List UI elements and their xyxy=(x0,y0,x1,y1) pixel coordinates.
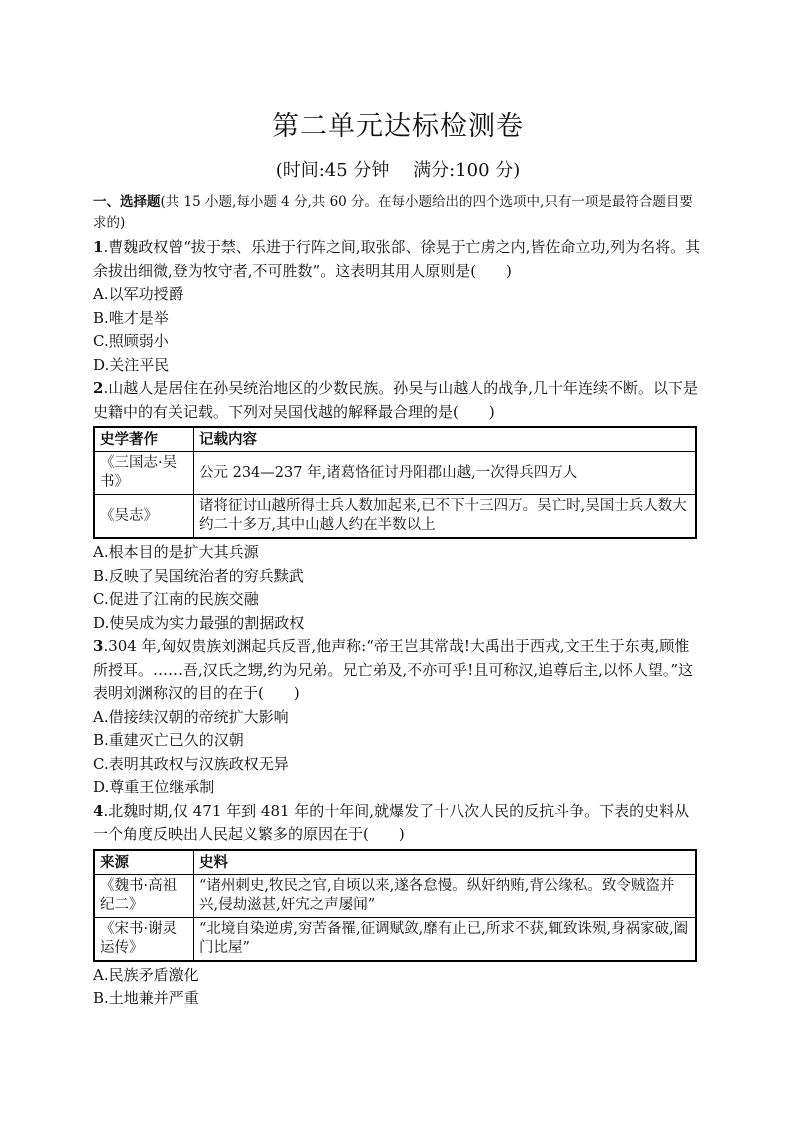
table-cell: 《宋书·谢灵运传》 xyxy=(94,917,194,961)
question-2 xyxy=(93,377,703,424)
question-stem: .山越人是居住在孙吴统治地区的少数民族。孙吴与山越人的战争,几十年连续不断。以下是史籍中的有关记载。下列对吴国伐越的解释最合理的是( ) xyxy=(93,379,698,421)
question-stem: .304 年,匈奴贵族刘渊起兵反晋,他声称:“帝王岂其常哉!大禹出于西戎,文王生于东夷,顾惟所授耳。……吾,汉氏之甥,约为兄弟。兄亡弟及,不亦可乎!且可称汉,追尊后主,以怀人望。”这表明刘渊称汉的目的在于( ) xyxy=(93,637,694,702)
option-a[interactable]: A.民族矛盾激化 xyxy=(93,965,199,984)
option-b[interactable]: B.重建灭亡已久的汉朝 xyxy=(93,731,244,749)
question-1 xyxy=(93,236,703,283)
question-4 xyxy=(93,800,703,847)
q2-table xyxy=(93,426,697,539)
table-header-row xyxy=(94,427,696,452)
option-a[interactable]: A.根本目的是扩大其兵源 xyxy=(93,543,259,561)
table-cell: 公元 234—237 年,诸葛恪征讨丹阳郡山越,一次得兵四万人 xyxy=(194,452,697,495)
question-3 xyxy=(93,635,703,706)
section-desc: (共 15 小题,每小题 4 分,共 60 分。在每小题给出的四个选项中,只有一项是最符合题目要求的) xyxy=(93,194,693,231)
content xyxy=(93,192,703,1011)
page-title: 第二单元达标检测卷 xyxy=(272,111,524,142)
table-header: 记载内容 xyxy=(194,427,697,452)
table-cell: 诸将征讨山越所得士兵人数加起来,已不下十三四万。吴亡时,吴国士兵人数大约二十多万,其中山越人约在半数以上 xyxy=(194,495,697,539)
question-number: 3 xyxy=(93,637,104,655)
option-d[interactable]: D.关注平民 xyxy=(93,355,170,374)
section-heading xyxy=(93,192,703,234)
option-b[interactable]: B.土地兼并严重 xyxy=(93,989,199,1007)
table-cell: “诸州刺史,牧民之官,自顷以来,遂各怠慢。纵奸纳贿,背公缘私。致令贼盗并兴,侵劫滋甚,奸宄之声屡闻” xyxy=(194,874,697,917)
table-cell: 《吴志》 xyxy=(94,495,194,539)
table-header: 史料 xyxy=(194,850,697,875)
option-d[interactable]: D.尊重王位继承制 xyxy=(93,778,215,796)
table-header: 来源 xyxy=(94,850,194,875)
table-row xyxy=(94,874,696,917)
page-subtitle: (时间:45 分钟 满分:100 分) xyxy=(275,160,521,181)
table-cell: “北境自染逆虏,穷苦备罹,征调赋敛,靡有止已,所求不获,辄致诛殒,身祸家破,阖门比屋” xyxy=(194,917,697,961)
option-b[interactable]: B.反映了吴国统治者的穷兵黩武 xyxy=(93,566,304,585)
question-number: 4 xyxy=(93,801,104,820)
table-header: 史学著作 xyxy=(94,427,194,452)
table-cell: 《三国志·吴书》 xyxy=(94,452,194,495)
table-row xyxy=(94,495,696,539)
option-a[interactable]: A.借接续汉朝的帝统扩大影响 xyxy=(93,707,289,726)
question-stem: .曹魏政权曾“拔于禁、乐进于行阵之间,取张郃、徐晃于亡虏之内,皆佐命立功,列为名将。其余拔出细微,登为牧守者,不可胜数”。这表明其用人原则是( ) xyxy=(93,238,701,280)
table-row xyxy=(94,917,696,961)
q4-table xyxy=(93,849,697,962)
question-number: 2 xyxy=(93,379,104,397)
option-c[interactable]: C.照顾弱小 xyxy=(93,332,169,350)
table-header-row xyxy=(94,850,696,875)
table-row xyxy=(94,452,696,495)
section-label: 一、选择题 xyxy=(93,194,161,210)
option-c[interactable]: C.表明其政权与汉族政权无异 xyxy=(93,754,289,773)
option-a[interactable]: A.以军功授爵 xyxy=(93,285,184,303)
option-c[interactable]: C.促进了江南的民族交融 xyxy=(93,590,259,608)
question-stem: .北魏时期,仅 471 年到 481 年的十年间,就爆发了十八次人民的反抗斗争。下表的史料从一个角度反映出人民起义繁多的原因在于( ) xyxy=(93,801,690,843)
option-d[interactable]: D.使吴成为实力最强的割据政权 xyxy=(93,613,305,632)
option-b[interactable]: B.唯才是举 xyxy=(93,308,169,327)
table-cell: 《魏书·高祖纪二》 xyxy=(94,874,194,917)
question-number: 1 xyxy=(93,238,104,256)
